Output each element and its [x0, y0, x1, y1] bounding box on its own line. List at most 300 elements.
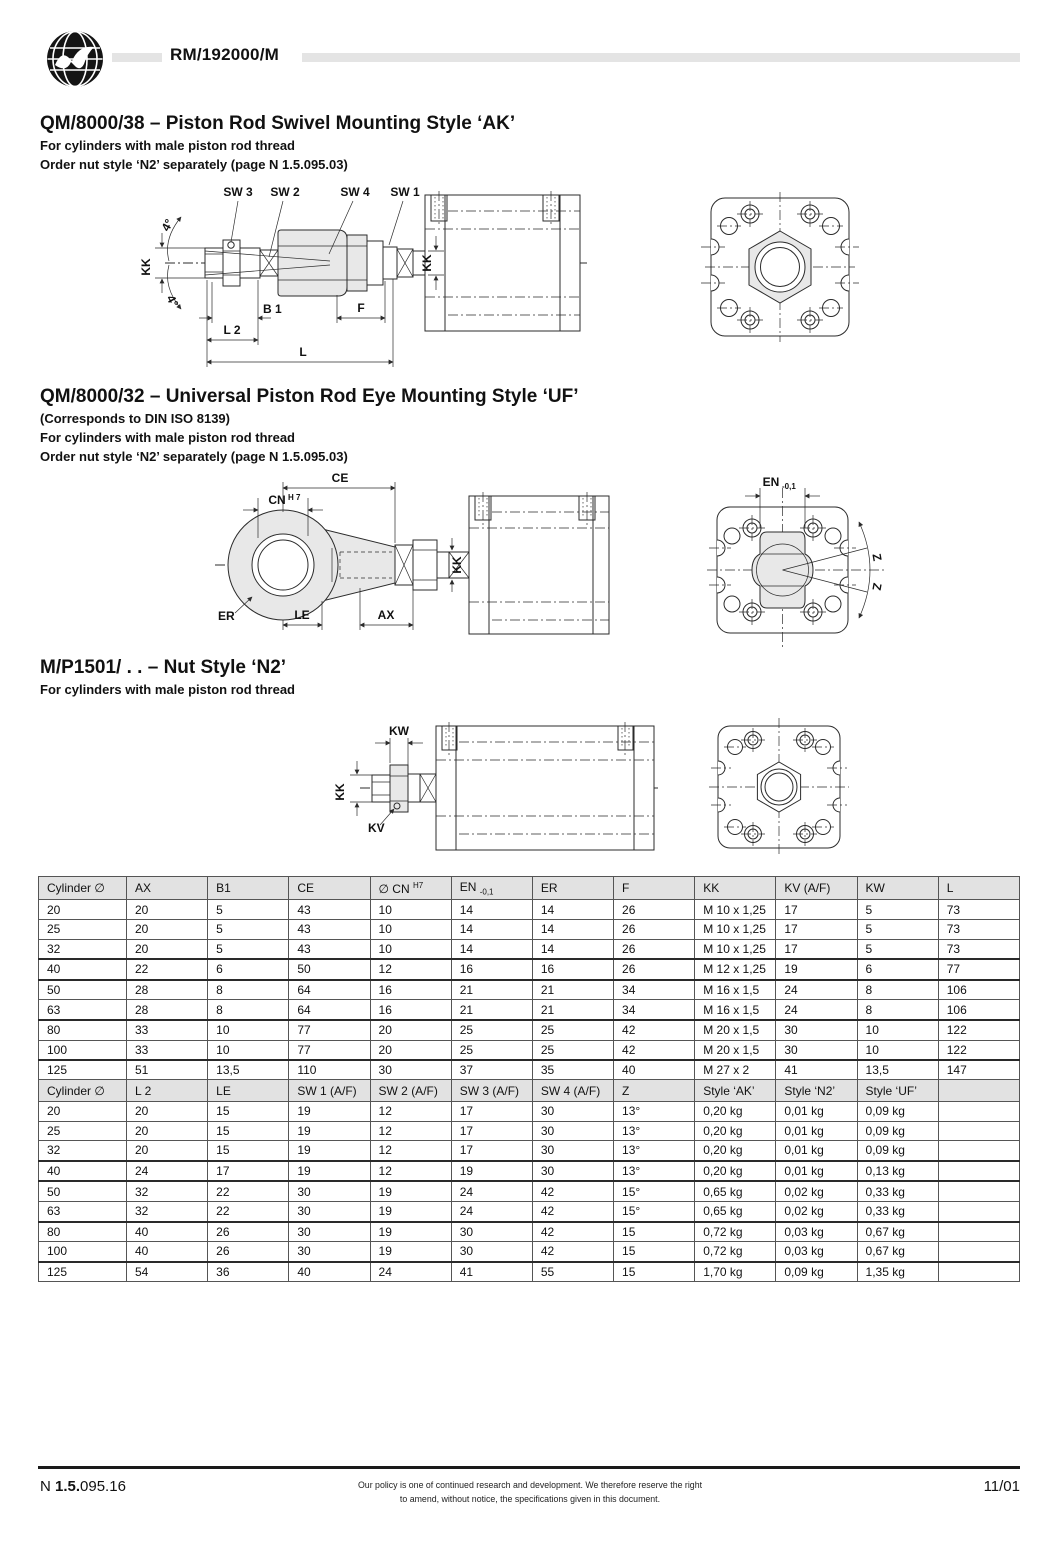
table-cell: 8 [208, 1000, 289, 1020]
table-cell: 0,09 kg [857, 1141, 938, 1161]
table-cell: 12 [370, 1141, 451, 1161]
table-cell: 8 [857, 980, 938, 1000]
table-cell [938, 1181, 1019, 1201]
section-ak-subtitle-2: Order nut style ‘N2’ separately (page N 1.5.095.03) [40, 157, 348, 172]
table-cell: 26 [614, 959, 695, 980]
n2-end-view-drawing [693, 714, 868, 854]
section-uf-subtitle-1: (Corresponds to DIN ISO 8139) [40, 411, 230, 426]
dimensions-table-2 [38, 1079, 1020, 1282]
table-cell: 15° [614, 1201, 695, 1221]
table-cell: 6 [208, 959, 289, 980]
table-cell: 30 [776, 1020, 857, 1040]
section-ak-title: QM/8000/38 – Piston Rod Swivel Mounting Style ‘AK’ [40, 113, 516, 134]
table-cell: 20 [127, 919, 208, 939]
table-cell: 17 [451, 1102, 532, 1122]
dim-kk: KK [450, 556, 464, 574]
table-row [39, 1060, 1020, 1080]
table-cell: 20 [39, 900, 127, 920]
footer-doc-code-bold: 1.5. [55, 1478, 81, 1495]
table-cell: 25 [451, 1020, 532, 1040]
table-cell: 41 [451, 1262, 532, 1282]
table-cell: 73 [938, 919, 1019, 939]
table-cell: 73 [938, 900, 1019, 920]
table-cell: 30 [289, 1181, 370, 1201]
table-cell [938, 1121, 1019, 1141]
table-cell: 34 [614, 1000, 695, 1020]
footer-issue-date: 11/01 [983, 1478, 1020, 1495]
column-header: Cylinder ∅ [39, 1080, 127, 1102]
table-cell: 5 [208, 919, 289, 939]
dim-angle-bottom: 4° [163, 292, 182, 310]
dim-sw2: SW 2 [270, 185, 300, 199]
table-cell: 10 [370, 900, 451, 920]
table-cell: 100 [39, 1242, 127, 1262]
table-cell: 19 [289, 1161, 370, 1182]
table-cell: 50 [289, 959, 370, 980]
table-cell: 1,70 kg [695, 1262, 776, 1282]
table-cell: 30 [532, 1121, 613, 1141]
table-cell: 30 [451, 1242, 532, 1262]
table-cell: 25 [39, 1121, 127, 1141]
table-cell: 14 [451, 900, 532, 920]
table-cell: 122 [938, 1020, 1019, 1040]
table-cell: 0,03 kg [776, 1242, 857, 1262]
table-cell: 6 [857, 959, 938, 980]
footer-doc-code [40, 1478, 126, 1495]
table-cell: 22 [208, 1181, 289, 1201]
footer-policy-line-2: to amend, without notice, the specifications given in this document. [399, 1493, 661, 1504]
table-cell: M 10 x 1,25 [695, 900, 776, 920]
table-cell: M 20 x 1,5 [695, 1020, 776, 1040]
table-cell: 0,72 kg [695, 1242, 776, 1262]
table-cell: 15 [614, 1242, 695, 1262]
table-row [39, 1141, 1020, 1161]
dim-en: EN [762, 475, 780, 489]
table-row [39, 1181, 1020, 1201]
table-row [39, 1020, 1020, 1040]
table-cell: 5 [208, 900, 289, 920]
table-cell: 5 [857, 919, 938, 939]
uf-side-view-drawing [180, 468, 610, 658]
table-cell: 24 [451, 1201, 532, 1221]
table-cell: 42 [614, 1040, 695, 1060]
table-cell: 13° [614, 1102, 695, 1122]
norgren-globe-logo-icon [46, 30, 104, 88]
table-row [39, 1242, 1020, 1262]
nut-assembly [372, 765, 436, 812]
table-cell [938, 1161, 1019, 1182]
dim-le: LE [294, 608, 310, 622]
table-cell: 14 [532, 939, 613, 959]
table-cell: 77 [938, 959, 1019, 980]
table-cell: 14 [532, 900, 613, 920]
dim-kk-left: KK [139, 258, 153, 276]
table-cell: 5 [857, 939, 938, 959]
table-cell: 0,01 kg [776, 1161, 857, 1182]
table-cell: 19 [451, 1161, 532, 1182]
table-cell: 0,13 kg [857, 1161, 938, 1182]
header-bar-left [112, 53, 162, 62]
table-cell: 17 [451, 1141, 532, 1161]
table-cell: 12 [370, 1121, 451, 1141]
table-cell: 110 [289, 1060, 370, 1080]
section-uf-subtitle-2: For cylinders with male piston rod thread [40, 430, 295, 445]
table-cell: 13,5 [857, 1060, 938, 1080]
table-cell: 0,01 kg [776, 1121, 857, 1141]
table-cell: 30 [289, 1242, 370, 1262]
ak-side-view-drawing [135, 183, 595, 378]
table-cell: M 16 x 1,5 [695, 980, 776, 1000]
table-cell: 19 [776, 959, 857, 980]
table-cell: 24 [451, 1181, 532, 1201]
table-cell: 80 [39, 1020, 127, 1040]
table-cell: 14 [532, 919, 613, 939]
table-cell: 15 [614, 1222, 695, 1242]
table-cell: 30 [532, 1102, 613, 1122]
table-cell: 14 [451, 939, 532, 959]
dim-b1: B 1 [263, 302, 282, 316]
table-cell: 20 [127, 939, 208, 959]
table-cell: M 27 x 2 [695, 1060, 776, 1080]
column-header: Z [614, 1080, 695, 1102]
table-cell: 21 [451, 1000, 532, 1020]
table-cell: 40 [127, 1222, 208, 1242]
table-cell: 0,01 kg [776, 1141, 857, 1161]
ak-end-view-drawing [695, 190, 865, 345]
table-row [39, 1040, 1020, 1060]
table-cell: 21 [451, 980, 532, 1000]
table-cell: 0,02 kg [776, 1181, 857, 1201]
footer-doc-code-prefix: N [40, 1478, 55, 1495]
table-cell: 34 [614, 980, 695, 1000]
table-cell: 42 [532, 1201, 613, 1221]
table-cell: 30 [370, 1060, 451, 1080]
table-cell: 21 [532, 1000, 613, 1020]
table-cell: 0,65 kg [695, 1181, 776, 1201]
column-header: SW 3 (A/F) [451, 1080, 532, 1102]
table-cell: 8 [857, 1000, 938, 1020]
table-cell: 14 [451, 919, 532, 939]
cylinder-outline [436, 722, 654, 850]
column-header: ER [532, 877, 613, 900]
dim-cn: CN [268, 493, 286, 507]
table-cell: 19 [370, 1222, 451, 1242]
section-n2-title: M/P1501/ . . – Nut Style ‘N2’ [40, 657, 287, 678]
dim-kk: KK [333, 783, 347, 801]
section-uf-subtitle-3: Order nut style ‘N2’ separately (page N 1.5.095.03) [40, 449, 348, 464]
table-cell [938, 1242, 1019, 1262]
table-cell [938, 1141, 1019, 1161]
table-cell: 32 [39, 1141, 127, 1161]
dim-kv: KV [368, 821, 385, 835]
dim-kw: KW [389, 724, 409, 738]
table-cell: 13° [614, 1161, 695, 1182]
table-cell: 40 [39, 1161, 127, 1182]
table-cell: 32 [39, 939, 127, 959]
table-cell: 16 [532, 959, 613, 980]
table-cell: 73 [938, 939, 1019, 959]
table-cell: 30 [451, 1222, 532, 1242]
table-cell: 21 [532, 980, 613, 1000]
table-cell: 25 [532, 1020, 613, 1040]
column-header: L [938, 877, 1019, 900]
cylinder-outline [425, 191, 580, 331]
table-cell: 122 [938, 1040, 1019, 1060]
table-cell: 37 [451, 1060, 532, 1080]
table-cell: 10 [857, 1040, 938, 1060]
table-cell: 13,5 [208, 1060, 289, 1080]
table-cell [938, 1222, 1019, 1242]
column-header: CE [289, 877, 370, 900]
column-header [938, 1080, 1019, 1102]
table-row [39, 939, 1020, 959]
table-cell: 8 [208, 980, 289, 1000]
table-cell: M 10 x 1,25 [695, 919, 776, 939]
table-cell: 10 [208, 1020, 289, 1040]
table-cell: 19 [289, 1121, 370, 1141]
column-header: Style ‘N2’ [776, 1080, 857, 1102]
table-row [39, 1121, 1020, 1141]
dim-angle-top: 4° [158, 216, 177, 234]
cylinder-outline [469, 492, 609, 634]
dim-er: ER [218, 609, 235, 623]
table-cell: 1,35 kg [857, 1262, 938, 1282]
table-cell: 5 [857, 900, 938, 920]
table-cell: M 12 x 1,25 [695, 959, 776, 980]
table-cell: 0,01 kg [776, 1102, 857, 1122]
table-cell: 24 [370, 1262, 451, 1282]
table-cell: 54 [127, 1262, 208, 1282]
doc-number: RM/192000/M [170, 45, 279, 64]
table-cell [938, 1102, 1019, 1122]
table-cell: 24 [776, 1000, 857, 1020]
table-cell: 19 [289, 1141, 370, 1161]
table-cell: 50 [39, 1181, 127, 1201]
table-row [39, 980, 1020, 1000]
table-cell: 0,09 kg [857, 1121, 938, 1141]
table-cell: 13° [614, 1141, 695, 1161]
table-cell: 15 [208, 1102, 289, 1122]
table-cell: 19 [289, 1102, 370, 1122]
column-header: SW 1 (A/F) [289, 1080, 370, 1102]
table-cell: 30 [532, 1141, 613, 1161]
table-cell: 16 [370, 1000, 451, 1020]
header-bar-right [302, 53, 1020, 62]
table-cell: 25 [451, 1040, 532, 1060]
table-cell: 0,20 kg [695, 1121, 776, 1141]
table-cell: 17 [776, 900, 857, 920]
table-cell: 13° [614, 1121, 695, 1141]
table-cell: 42 [532, 1242, 613, 1262]
table-cell: 20 [127, 1102, 208, 1122]
table-cell: M 20 x 1,5 [695, 1040, 776, 1060]
table-cell: 32 [127, 1181, 208, 1201]
table-cell: 0,03 kg [776, 1222, 857, 1242]
dim-z-lower: Z [869, 581, 885, 592]
table-cell: 40 [39, 959, 127, 980]
table-cell: 24 [127, 1161, 208, 1182]
table-row [39, 1161, 1020, 1182]
table-cell: 20 [39, 1102, 127, 1122]
footer-policy [300, 1479, 760, 1506]
table-cell: 33 [127, 1020, 208, 1040]
table-cell: 17 [776, 919, 857, 939]
table-cell: 55 [532, 1262, 613, 1282]
table-cell: 15° [614, 1181, 695, 1201]
table-cell: 77 [289, 1040, 370, 1060]
uf-end-view-drawing [683, 462, 893, 657]
table-cell: 63 [39, 1201, 127, 1221]
table-cell: 0,02 kg [776, 1201, 857, 1221]
table-cell: 30 [289, 1201, 370, 1221]
table-row [39, 1201, 1020, 1221]
table-row [39, 1222, 1020, 1242]
column-header: LE [208, 1080, 289, 1102]
table-cell: 22 [208, 1201, 289, 1221]
section-n2-heading [40, 657, 295, 698]
table-cell: 43 [289, 919, 370, 939]
dim-ax: AX [377, 608, 395, 622]
table-cell: 0,20 kg [695, 1102, 776, 1122]
table-cell: 41 [776, 1060, 857, 1080]
column-header: KW [857, 877, 938, 900]
dim-sw1: SW 1 [390, 185, 420, 199]
table-cell: 43 [289, 900, 370, 920]
table-cell: 10 [370, 939, 451, 959]
table-cell: 26 [614, 939, 695, 959]
table-cell: 30 [289, 1222, 370, 1242]
table-cell: 51 [127, 1060, 208, 1080]
dim-ce: CE [331, 471, 349, 485]
table-cell: 17 [451, 1121, 532, 1141]
table-cell: 24 [776, 980, 857, 1000]
table-cell: 100 [39, 1040, 127, 1060]
column-header: L 2 [127, 1080, 208, 1102]
table-cell: 19 [370, 1181, 451, 1201]
dim-sw4: SW 4 [340, 185, 370, 199]
table-cell: 40 [614, 1060, 695, 1080]
table-cell: 26 [208, 1242, 289, 1262]
table-header-row [39, 1080, 1020, 1102]
footer-policy-line-1: Our policy is one of continued research and development. We therefore reserve the right [357, 1480, 703, 1490]
table-cell: 63 [39, 1000, 127, 1020]
table-cell: 28 [127, 980, 208, 1000]
table-cell: 0,72 kg [695, 1222, 776, 1242]
table-row [39, 959, 1020, 980]
table-cell: 20 [127, 1141, 208, 1161]
n2-side-view-drawing [330, 712, 660, 862]
table-cell: M 16 x 1,5 [695, 1000, 776, 1020]
table-cell: 106 [938, 1000, 1019, 1020]
table-cell: 15 [208, 1121, 289, 1141]
table-cell: 0,67 kg [857, 1242, 938, 1262]
table-cell: 15 [208, 1141, 289, 1161]
table-cell: 17 [208, 1161, 289, 1182]
table-cell: 43 [289, 939, 370, 959]
table-cell: 0,33 kg [857, 1181, 938, 1201]
column-header: KV (A/F) [776, 877, 857, 900]
table-cell: 0,20 kg [695, 1141, 776, 1161]
section-ak-subtitle-1: For cylinders with male piston rod thread [40, 138, 295, 153]
column-header: ∅ CN $^{H7}$ [370, 877, 451, 900]
dim-l2: L 2 [223, 323, 241, 337]
table-cell: 147 [938, 1060, 1019, 1080]
table-cell: 64 [289, 980, 370, 1000]
table-cell: 12 [370, 959, 451, 980]
column-header: SW 4 (A/F) [532, 1080, 613, 1102]
table-cell: 15 [614, 1262, 695, 1282]
table-cell: 10 [857, 1020, 938, 1040]
table-cell: 33 [127, 1040, 208, 1060]
column-header: B1 [208, 877, 289, 900]
table-cell: 28 [127, 1000, 208, 1020]
dimensions-table-1 [38, 876, 1020, 1081]
table-cell: 32 [127, 1201, 208, 1221]
column-header: AX [127, 877, 208, 900]
table-cell: 106 [938, 980, 1019, 1000]
table-cell: 42 [532, 1181, 613, 1201]
table-row [39, 900, 1020, 920]
table-cell: 22 [127, 959, 208, 980]
table-cell: 12 [370, 1102, 451, 1122]
table-cell: 20 [370, 1020, 451, 1040]
table-cell: 25 [532, 1040, 613, 1060]
table-row [39, 919, 1020, 939]
table-cell: 50 [39, 980, 127, 1000]
table-cell: 19 [370, 1201, 451, 1221]
table-cell: 26 [614, 919, 695, 939]
dim-cn-tolerance: H 7 [288, 493, 301, 502]
table-cell: 16 [451, 959, 532, 980]
table-cell [938, 1201, 1019, 1221]
column-header: Style ‘UF’ [857, 1080, 938, 1102]
table-cell: 0,20 kg [695, 1161, 776, 1182]
table-cell [938, 1262, 1019, 1282]
table-cell: 17 [776, 939, 857, 959]
table-cell: 25 [39, 919, 127, 939]
table-cell: 30 [776, 1040, 857, 1060]
table-cell: 10 [208, 1040, 289, 1060]
column-header: Cylinder ∅ [39, 877, 127, 900]
table-cell: 0,09 kg [857, 1102, 938, 1122]
column-header: Style ‘AK’ [695, 1080, 776, 1102]
table-cell: 26 [614, 900, 695, 920]
swivel-rod-end [205, 230, 425, 296]
table-cell: 0,65 kg [695, 1201, 776, 1221]
table-cell: 20 [127, 1121, 208, 1141]
footer-doc-code-suffix: 095.16 [80, 1478, 126, 1495]
table-cell: 16 [370, 980, 451, 1000]
table-cell: M 10 x 1,25 [695, 939, 776, 959]
section-uf-title: QM/8000/32 – Universal Piston Rod Eye Mounting Style ‘UF’ [40, 386, 579, 407]
table-cell: 0,33 kg [857, 1201, 938, 1221]
table-cell: 40 [127, 1242, 208, 1262]
dim-l: L [299, 345, 307, 359]
table-cell: 19 [370, 1242, 451, 1262]
table-cell: 12 [370, 1161, 451, 1182]
dim-sw3: SW 3 [223, 185, 253, 199]
table-row [39, 1262, 1020, 1282]
table-cell: 125 [39, 1060, 127, 1080]
table-cell: 42 [614, 1020, 695, 1040]
table-cell: 80 [39, 1222, 127, 1242]
column-header: KK [695, 877, 776, 900]
table-cell: 5 [208, 939, 289, 959]
table-cell: 36 [208, 1262, 289, 1282]
table-cell: 0,09 kg [776, 1262, 857, 1282]
table-cell: 40 [289, 1262, 370, 1282]
section-uf-heading [40, 386, 578, 465]
